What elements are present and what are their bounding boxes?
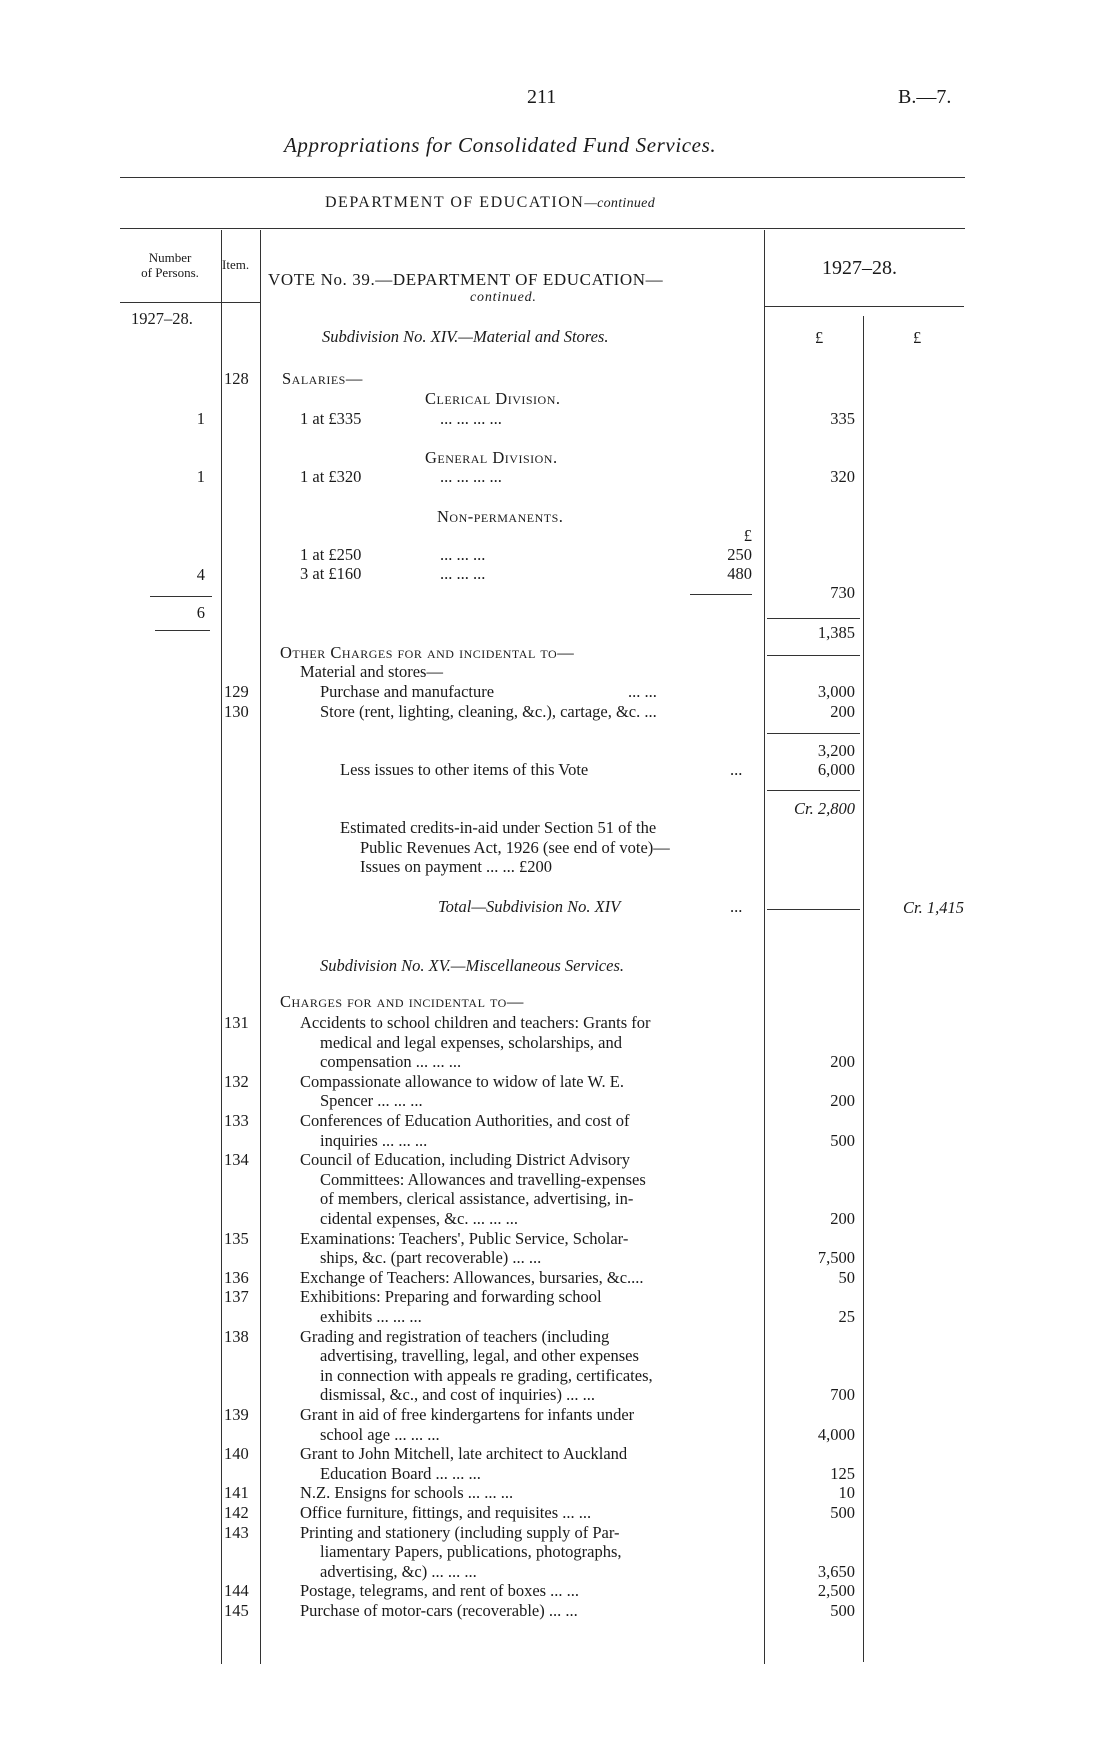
item-description-line: Examinations: Teachers', Public Service, Scholar- bbox=[300, 1228, 629, 1248]
non-permanents-dots1: ... ... ... bbox=[440, 545, 486, 564]
item-description-line: Council of Education, including District Advisory bbox=[300, 1150, 630, 1170]
item-amount: 7,500 bbox=[817, 1248, 855, 1268]
item-amount: 200 bbox=[830, 1209, 855, 1228]
non-permanents-pound: £ bbox=[743, 526, 752, 545]
non-permanents-total: 730 bbox=[830, 583, 855, 602]
non-permanents-dots2: ... ... ... bbox=[440, 564, 486, 583]
item-number: 138 bbox=[224, 1326, 249, 1346]
item-description-line: dismissal, &c., and cost of inquiries) ... ... bbox=[320, 1385, 595, 1405]
item-column-left-rule bbox=[221, 230, 222, 1664]
subdivision-14-total-rule bbox=[767, 909, 860, 910]
material-stores-heading: Material and stores— bbox=[300, 662, 443, 681]
item-amount: 500 bbox=[830, 1503, 855, 1522]
item-header: Item. bbox=[222, 257, 250, 272]
page-title: Appropriations for Consolidated Fund Services. bbox=[284, 133, 717, 157]
header-rule-persons bbox=[120, 302, 260, 303]
cr-balance-amount bbox=[770, 799, 855, 819]
item-amount: 700 bbox=[830, 1385, 855, 1405]
persons-rule-top bbox=[150, 596, 212, 597]
item-description-line: Purchase of motor-cars (recoverable) ... ... bbox=[300, 1601, 578, 1620]
item-description-line: Grant in aid of free kindergartens for infants under bbox=[300, 1405, 635, 1424]
subtotal-rule bbox=[767, 733, 860, 734]
item-130: 130 bbox=[224, 702, 249, 721]
item-description-line: Spencer ... ... ... bbox=[320, 1091, 423, 1111]
item-description-line: Grading and registration of teachers (including bbox=[300, 1326, 610, 1346]
department-rule bbox=[120, 228, 965, 229]
credits-line2: Public Revenues Act, 1926 (see end of vote)— bbox=[360, 838, 670, 857]
cr-balance-value: Cr. 2,800 bbox=[794, 799, 855, 818]
clerical-persons: 1 bbox=[196, 409, 205, 428]
year-heading: 1927–28. bbox=[822, 257, 897, 279]
number-of-persons-line2: of Persons. bbox=[141, 265, 199, 280]
item-number: 137 bbox=[224, 1287, 249, 1307]
item-description-line: school age ... ... ... bbox=[320, 1424, 440, 1444]
subdivision-14-total-value: Cr. 1,415 bbox=[903, 898, 964, 917]
item-amount: 25 bbox=[838, 1307, 855, 1326]
credits-line1: Estimated credits-in-aid under Section 51 of the bbox=[340, 818, 657, 837]
department-suffix: —continued bbox=[584, 196, 655, 211]
item-description-line: Conferences of Education Authorities, and cost of bbox=[300, 1111, 630, 1130]
non-permanents-amount2: 480 bbox=[727, 564, 752, 583]
subdivision-15-charges-heading: Charges for and incidental to— bbox=[280, 992, 524, 1011]
item-description-line: Exhibitions: Preparing and forwarding school bbox=[300, 1287, 602, 1307]
item-amount: 3,650 bbox=[817, 1561, 855, 1581]
item-number: 143 bbox=[224, 1522, 249, 1542]
item-description-line: advertising, travelling, legal, and other expenses bbox=[320, 1346, 639, 1366]
item-number: 135 bbox=[224, 1228, 249, 1248]
clerical-amount: 335 bbox=[830, 409, 855, 428]
subdivision-14-total-dots: ... bbox=[730, 897, 743, 916]
other-charges-heading: Other Charges for and incidental to— bbox=[280, 643, 575, 662]
item-description-line: Grant to John Mitchell, late architect to Auckland bbox=[300, 1444, 628, 1464]
less-issues-dots: ... bbox=[730, 760, 743, 779]
persons-total: 6 bbox=[196, 603, 205, 622]
salaries-heading: Salaries— bbox=[282, 369, 363, 388]
item-number: 142 bbox=[224, 1503, 249, 1522]
pound-column-1: £ bbox=[815, 328, 824, 347]
page-number: 211 bbox=[527, 86, 557, 108]
subdivision-14-total-label: Total—Subdivision No. XIV bbox=[438, 897, 621, 916]
pound-column-2: £ bbox=[913, 328, 922, 347]
item-description-line: compensation ... ... ... bbox=[320, 1052, 462, 1072]
item-amount: 125 bbox=[830, 1463, 855, 1483]
store-amount: 200 bbox=[830, 702, 855, 721]
general-line: 1 at £320 bbox=[300, 467, 362, 486]
item-amount: 200 bbox=[830, 1052, 855, 1072]
item-description-line: Exchange of Teachers: Allowances, bursaries, &c.... bbox=[300, 1267, 644, 1287]
clerical-line: 1 at £335 bbox=[300, 409, 362, 428]
amount-column-mid-rule bbox=[863, 316, 864, 1662]
item-description-line: medical and legal expenses, scholarships, and bbox=[320, 1032, 622, 1052]
item-description-line: exhibits ... ... ... bbox=[320, 1307, 422, 1326]
purchase-amount: 3,000 bbox=[817, 682, 855, 701]
general-division-heading: General Division. bbox=[425, 448, 558, 467]
number-of-persons-line1: Number bbox=[148, 250, 192, 265]
persons-year: 1927–28. bbox=[131, 309, 193, 328]
department-heading bbox=[325, 194, 655, 212]
item-column-right-rule bbox=[260, 230, 261, 1664]
item-description-line: inquiries ... ... ... bbox=[320, 1130, 428, 1150]
item-description-line: Postage, telegrams, and rent of boxes ... ... bbox=[300, 1581, 580, 1601]
title-rule bbox=[120, 177, 965, 178]
subdivision-14-total-amount bbox=[866, 898, 964, 918]
other-charges-rule bbox=[767, 655, 860, 656]
purchase-dots: ... ... bbox=[628, 682, 657, 701]
item-description-line: Committees: Allowances and travelling-expenses bbox=[320, 1169, 646, 1189]
non-permanents-line2: 3 at £160 bbox=[300, 564, 362, 583]
item-description-line: in connection with appeals re grading, certificates, bbox=[320, 1365, 653, 1385]
item-amount: 200 bbox=[830, 1091, 855, 1111]
item-number: 139 bbox=[224, 1405, 249, 1424]
item-amount: 4,000 bbox=[817, 1424, 855, 1444]
item-description-line: Printing and stationery (including supply of Par- bbox=[300, 1522, 620, 1542]
clerical-division-heading: Clerical Division. bbox=[425, 389, 561, 408]
vote-title-line1: VOTE No. 39.—DEPARTMENT OF EDUCATION— bbox=[268, 270, 664, 289]
less-issues-amount: 6,000 bbox=[817, 760, 855, 779]
item-number: 144 bbox=[224, 1581, 249, 1601]
item-description-line: Office furniture, fittings, and requisites ... ... bbox=[300, 1503, 592, 1522]
item-number: 136 bbox=[224, 1267, 249, 1287]
item-amount: 500 bbox=[830, 1130, 855, 1150]
department-name: DEPARTMENT OF EDUCATION bbox=[325, 194, 585, 211]
header-rule-year bbox=[764, 306, 964, 307]
item-number: 140 bbox=[224, 1444, 249, 1464]
item-number: 132 bbox=[224, 1071, 249, 1091]
general-amount: 320 bbox=[830, 467, 855, 486]
general-persons: 1 bbox=[196, 467, 205, 486]
vote-title-line2: continued. bbox=[470, 290, 537, 305]
general-dots: ... ... ... ... bbox=[440, 467, 502, 486]
non-permanents-amount1: 250 bbox=[727, 545, 752, 564]
item-129: 129 bbox=[224, 682, 249, 701]
page-code: B.—7. bbox=[898, 86, 952, 108]
item-description-line: Education Board ... ... ... bbox=[320, 1463, 481, 1483]
salaries-total-rule bbox=[767, 618, 860, 619]
credits-line3: Issues on payment ... ... £200 bbox=[360, 857, 553, 876]
item-number: 145 bbox=[224, 1601, 249, 1620]
item-description-line: cidental expenses, &c. ... ... ... bbox=[320, 1209, 518, 1228]
non-permanents-heading: Non-permanents. bbox=[437, 507, 564, 526]
salaries-total: 1,385 bbox=[817, 623, 855, 642]
item-amount: 10 bbox=[838, 1483, 855, 1503]
item-description-line: of members, clerical assistance, advertising, in- bbox=[320, 1189, 634, 1209]
purchase-label: Purchase and manufacture bbox=[320, 682, 495, 701]
non-permanents-persons: 4 bbox=[196, 565, 205, 584]
clerical-dots: ... ... ... ... bbox=[440, 409, 502, 428]
item-description-line: ships, &c. (part recoverable) ... ... bbox=[320, 1248, 542, 1268]
item-128: 128 bbox=[224, 369, 249, 388]
item-amount: 500 bbox=[830, 1601, 855, 1620]
item-amount: 50 bbox=[838, 1267, 855, 1287]
subdivision-14-title: Subdivision No. XIV.—Material and Stores. bbox=[322, 327, 609, 346]
non-permanents-rule bbox=[690, 594, 752, 595]
subdivision-15-title: Subdivision No. XV.—Miscellaneous Services. bbox=[320, 956, 624, 975]
subtotal-amount: 3,200 bbox=[817, 741, 855, 760]
number-of-persons-header bbox=[122, 250, 218, 280]
item-number: 131 bbox=[224, 1013, 249, 1032]
amount-column-left-rule bbox=[764, 230, 765, 1664]
item-description-line: liamentary Papers, publications, photographs, bbox=[320, 1542, 622, 1562]
item-description-line: Accidents to school children and teachers: Grants for bbox=[300, 1013, 651, 1032]
store-label: Store (rent, lighting, cleaning, &c.), cartage, &c. ... bbox=[320, 702, 657, 721]
item-description-line: advertising, &c) ... ... ... bbox=[320, 1561, 477, 1581]
item-number: 134 bbox=[224, 1150, 249, 1170]
item-description-line: Compassionate allowance to widow of late W. E. bbox=[300, 1071, 624, 1091]
item-number: 141 bbox=[224, 1483, 249, 1503]
persons-rule-bottom bbox=[155, 630, 210, 631]
item-description-line: N.Z. Ensigns for schools ... ... ... bbox=[300, 1483, 514, 1503]
non-permanents-line1: 1 at £250 bbox=[300, 545, 362, 564]
item-number: 133 bbox=[224, 1111, 249, 1130]
item-amount: 2,500 bbox=[817, 1581, 855, 1601]
less-issues-label: Less issues to other items of this Vote bbox=[340, 760, 589, 779]
cr-balance-rule bbox=[767, 790, 860, 791]
